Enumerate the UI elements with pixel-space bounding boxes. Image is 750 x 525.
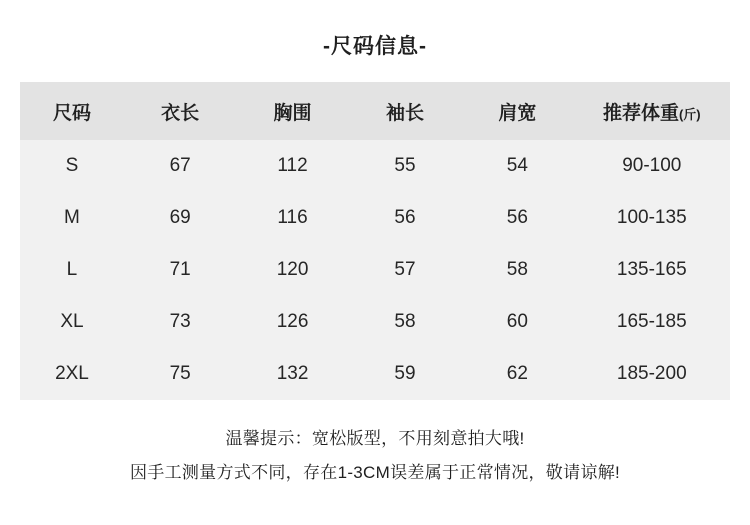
page-title: -尺码信息-: [323, 35, 427, 58]
cell-length: 69: [169, 207, 191, 228]
cell-sleeve: 57: [394, 259, 416, 280]
table-row: [20, 244, 730, 296]
column-header-bust: 胸围: [273, 102, 312, 124]
cell-weight: 100-135: [616, 207, 687, 228]
cell-length: 67: [169, 155, 191, 176]
size-table: [20, 82, 730, 400]
cell-shoulder: 58: [506, 259, 528, 280]
cell-size: M: [64, 207, 80, 228]
cell-bust: 132: [276, 363, 309, 384]
column-header-sleeve: 袖长: [385, 102, 424, 124]
cell-shoulder: 62: [506, 363, 528, 384]
size-table-container: [20, 82, 730, 400]
column-header-weight-unit: (斤): [678, 106, 701, 122]
note-line-measurement: 因手工测量方式不同，存在1-3CM误差属于正常情况，敬请谅解!: [129, 463, 621, 482]
cell-weight: 185-200: [616, 363, 687, 384]
table-row: [20, 296, 730, 348]
cell-bust: 126: [276, 311, 309, 332]
table-header-row: [20, 82, 730, 140]
notes-section: [0, 422, 750, 490]
cell-length: 71: [169, 259, 191, 280]
cell-sleeve: 56: [394, 207, 416, 228]
column-header-shoulder: 肩宽: [498, 102, 537, 124]
cell-length: 75: [169, 363, 191, 384]
note-line-tip: 温馨提示：宽松版型，不用刻意拍大哦!: [225, 429, 525, 448]
cell-shoulder: 60: [506, 311, 528, 332]
column-header-weight-label: 推荐体重: [602, 102, 679, 124]
cell-sleeve: 55: [394, 155, 416, 176]
table-row: [20, 348, 730, 400]
cell-size: S: [65, 155, 79, 176]
table-row: [20, 192, 730, 244]
cell-weight: 90-100: [622, 155, 682, 176]
column-header-length: 衣长: [161, 102, 200, 124]
cell-length: 73: [169, 311, 191, 332]
cell-shoulder: 56: [506, 207, 528, 228]
column-header-size: 尺码: [52, 102, 91, 124]
cell-shoulder: 54: [506, 155, 528, 176]
cell-bust: 120: [276, 259, 309, 280]
table-body: [20, 140, 730, 400]
cell-sleeve: 58: [394, 311, 416, 332]
column-header-weight: [574, 82, 730, 140]
table-row: [20, 140, 730, 192]
cell-weight: 135-165: [616, 259, 687, 280]
cell-size: XL: [60, 311, 84, 332]
cell-sleeve: 59: [394, 363, 416, 384]
cell-size: L: [66, 259, 78, 280]
cell-bust: 116: [277, 207, 308, 228]
cell-weight: 165-185: [616, 311, 687, 332]
cell-size: 2XL: [55, 363, 89, 384]
table-header: [20, 82, 730, 140]
cell-bust: 112: [277, 155, 308, 176]
